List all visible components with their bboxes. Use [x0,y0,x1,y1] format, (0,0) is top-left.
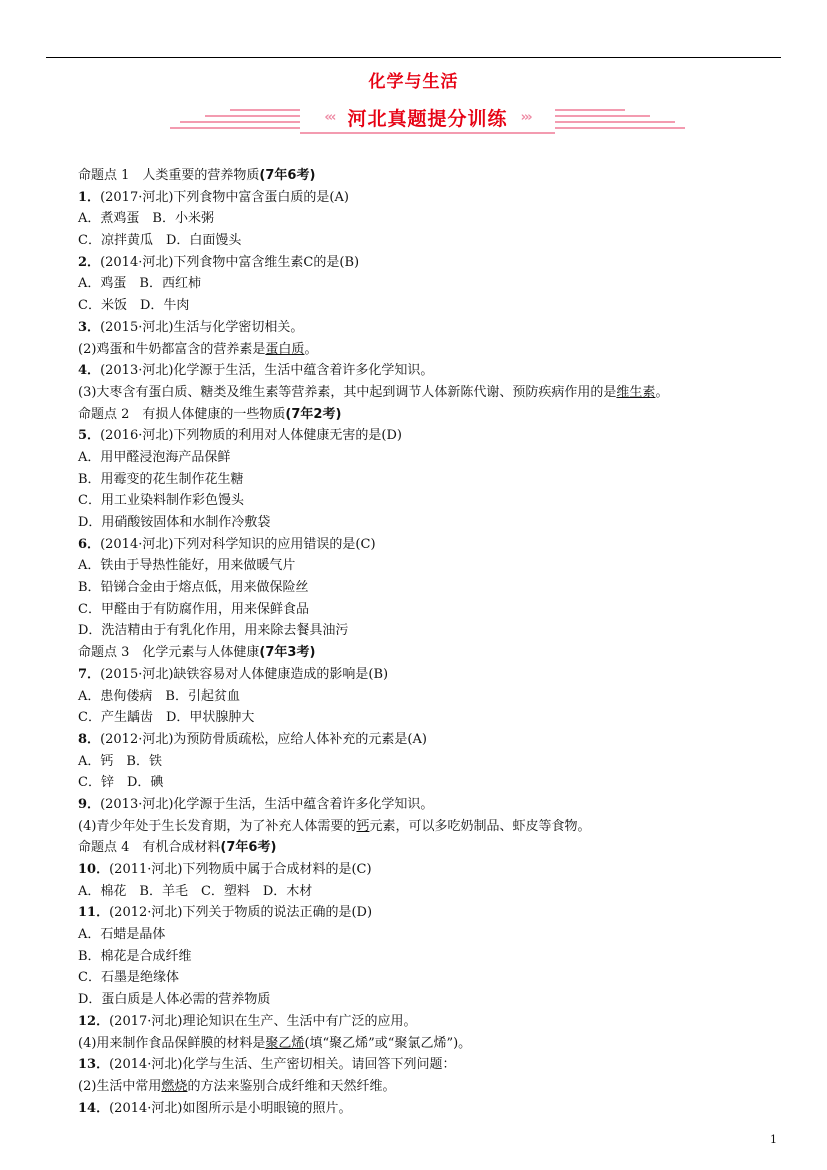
question-number: 8 [78,731,88,747]
banner-text: 河北真题提分训练 [347,108,508,130]
answer-options [78,924,778,946]
question: 8．(2012·河北)为预防骨质疏松，应给人体补充的元素是(A) [78,731,427,747]
answer-options [78,772,778,794]
page-title: 化学与生活 [368,72,459,92]
question: 4．(2013·河北)化学源于生活，生活中蕴含着许多化学知识。 [78,363,434,379]
question-number: 10 [78,862,97,877]
sub-question-text: 元素，可以多吃奶制品、虾皮等食物。 [369,818,591,834]
option-text: A．棉花 B．羊毛 C．塑料 D．木材 [78,883,313,899]
answer-options [78,989,778,1011]
option-text: C．甲醛由于有防腐作用，用来保鲜食品 [78,601,309,617]
question: 6．(2014·河北)下列对科学知识的应用错误的是(C) [78,536,376,552]
answer-options [78,295,778,317]
option-text: B．铅锑合金由于熔点低，用来做保险丝 [78,580,309,596]
page-number: 1 [770,1133,777,1146]
section-heading [78,837,778,859]
sub-question-text: 。 [304,341,318,357]
sub-question [78,1076,778,1098]
question-number: 4 [78,363,88,379]
answer-options [78,273,778,295]
section-label: 命题点 1 [78,168,130,183]
question-text: (2011·河北)下列物质中属于合成材料的是(C) [109,862,372,877]
answer-options [78,620,778,642]
question-number: 1 [78,189,88,205]
question: 5．(2016·河北)下列物质的利用对人体健康无害的是(D) [78,428,402,444]
answer-options [78,707,778,729]
banner-decoration-right [555,109,685,129]
question-text: (2017·河北)下列食物中富含蛋白质的是(A) [100,189,349,205]
answer-fill: 钙 [356,818,370,834]
sub-question-text: (4)用来制作食品保鲜膜的材料是 [78,1035,266,1051]
section-count: (7年6考) [220,840,277,856]
option-text: A．石蜡是晶体 [78,927,166,943]
question-text: (2015·河北)生活与化学密切相关。 [100,319,304,335]
question-text: (2014·河北)如图所示是小明眼镜的照片。 [109,1100,352,1116]
answer-options [78,490,778,512]
question-number: 5 [78,428,88,444]
answer-options [78,469,778,491]
section-heading [78,165,778,187]
option-text: C．锌 D．碘 [78,775,164,791]
question-number: 7 [78,666,88,682]
section-count: (7年2考) [285,406,342,422]
section-title: 化学元素与人体健康 [142,645,260,661]
option-text: C．米饭 D．牛肉 [78,298,190,314]
section-title: 人类重要的营养物质 [142,168,260,183]
question: 1．(2017·河北)下列食物中富含蛋白质的是(A) [78,189,349,205]
question-text: (2016·河北)下列物质的利用对人体健康无害的是(D) [100,428,402,444]
answer-options [78,599,778,621]
question-text: (2013·河北)化学源于生活，生活中蕴含着许多化学知识。 [100,796,434,812]
section-title: 有损人体健康的一些物质 [142,406,286,422]
question: 3．(2015·河北)生活与化学密切相关。 [78,319,304,335]
section-count: (7年6考) [259,168,316,183]
question-number: 12 [78,1013,97,1029]
section-label: 命题点 3 [78,645,130,661]
question-text: (2014·河北)下列对科学知识的应用错误的是(C) [100,536,376,552]
answer-fill: 蛋白质 [265,341,305,357]
answer-fill: 燃烧 [161,1078,188,1094]
section-label: 命题点 4 [78,840,130,856]
chevron-right-icon: ››› [520,110,531,125]
question-text: (2013·河北)化学源于生活，生活中蕴含着许多化学知识。 [100,363,434,379]
question-number: 14 [78,1100,97,1116]
answer-fill: 聚乙烯 [265,1035,305,1051]
question: 7．(2015·河北)缺铁容易对人体健康造成的影响是(B) [78,666,389,682]
sub-question [78,816,778,838]
section-heading [78,404,778,426]
question: 14．(2014·河北)如图所示是小明眼镜的照片。 [78,1100,352,1116]
option-text: A．钙 B．铁 [78,753,162,769]
sub-question-text: (2)生活中常用 [78,1078,162,1094]
sub-question-text: (3)大枣含有蛋白质、糖类及维生素等营养素，其中起到调节人体新陈代谢、预防疾病作用的是 [78,384,617,400]
sub-question-text: 。 [655,384,669,400]
question-text: (2012·河北)下列关于物质的说法正确的是(D) [109,905,373,921]
top-rule [46,57,781,58]
answer-options [78,512,778,534]
question-number: 3 [78,319,88,335]
option-text: A．用甲醛浸泡海产品保鲜 [78,449,231,465]
answer-fill: 维生素 [616,384,656,400]
question-text: (2017·河北)理论知识在生产、生活中有广泛的应用。 [109,1013,417,1029]
banner [170,103,685,135]
question-text: (2015·河北)缺铁容易对人体健康造成的影响是(B) [100,666,389,682]
banner-decoration-left [170,109,300,129]
answer-options [78,208,778,230]
option-text: B．棉花是合成纤维 [78,948,192,964]
option-text: A．鸡蛋 B．西红柿 [78,276,201,292]
option-text: B．用霉变的花生制作花生糖 [78,471,244,487]
question-number: 11 [78,905,97,921]
chevron-left-icon: ‹‹‹ [324,110,335,125]
answer-options [78,447,778,469]
question-text: (2014·河北)下列食物中富含维生素C的是(B) [100,254,360,270]
option-text: A．煮鸡蛋 B．小米粥 [78,211,214,227]
option-text: D．蛋白质是人体必需的营养物质 [78,992,271,1008]
sub-question [78,339,778,361]
question: 9．(2013·河北)化学源于生活，生活中蕴含着许多化学知识。 [78,796,434,812]
question-number: 13 [78,1057,97,1073]
option-text: D．洗洁精由于有乳化作用，用来除去餐具油污 [78,623,349,639]
option-text: D．用硝酸铵固体和水制作冷敷袋 [78,515,271,530]
option-text: C．凉拌黄瓜 D．白面馒头 [78,233,242,249]
sub-question [78,382,778,404]
question-number: 6 [78,536,88,552]
sub-question-text: 的方法来鉴别合成纤维和天然纤维。 [187,1078,396,1094]
question: 10．(2011·河北)下列物质中属于合成材料的是(C) [78,862,372,877]
option-text: A．铁由于导热性能好，用来做暖气片 [78,558,296,574]
question: 2．(2014·河北)下列食物中富含维生素C的是(B) [78,254,360,270]
option-text: C．石墨是绝缘体 [78,970,179,986]
answer-options [78,751,778,773]
answer-options [78,881,778,903]
question-text: (2014·河北)化学与生活、生产密切相关。请回答下列问题： [109,1057,456,1073]
section-heading [78,642,778,664]
question-text: (2012·河北)为预防骨质疏松，应给人体补充的元素是(A) [100,731,427,747]
answer-options [78,946,778,968]
sub-question-text: (2)鸡蛋和牛奶都富含的营养素是 [78,341,266,357]
option-text: A．患佝偻病 B．引起贫血 [78,688,240,704]
sub-question [78,1033,778,1055]
section-label: 命题点 2 [78,406,130,422]
question: 12．(2017·河北)理论知识在生产、生活中有广泛的应用。 [78,1013,417,1029]
answer-options [78,555,778,577]
sub-question-text: (填“聚乙烯”或“聚氯乙烯”)。 [304,1035,472,1051]
section-title: 有机合成材料 [142,840,221,856]
answer-options [78,577,778,599]
question-list [78,165,778,1119]
answer-options [78,230,778,252]
section-count: (7年3考) [259,645,316,661]
question: 13．(2014·河北)化学与生活、生产密切相关。请回答下列问题： [78,1057,456,1073]
question-number: 2 [78,254,88,270]
option-text: C．用工业染料制作彩色馒头 [78,493,244,509]
question: 11．(2012·河北)下列关于物质的说法正确的是(D) [78,905,373,921]
question-number: 9 [78,796,88,812]
sub-question-text: (4)青少年处于生长发育期，为了补充人体需要的 [78,818,357,834]
option-text: C．产生龋齿 D．甲状腺肿大 [78,710,255,726]
answer-options [78,686,778,708]
answer-options [78,967,778,989]
